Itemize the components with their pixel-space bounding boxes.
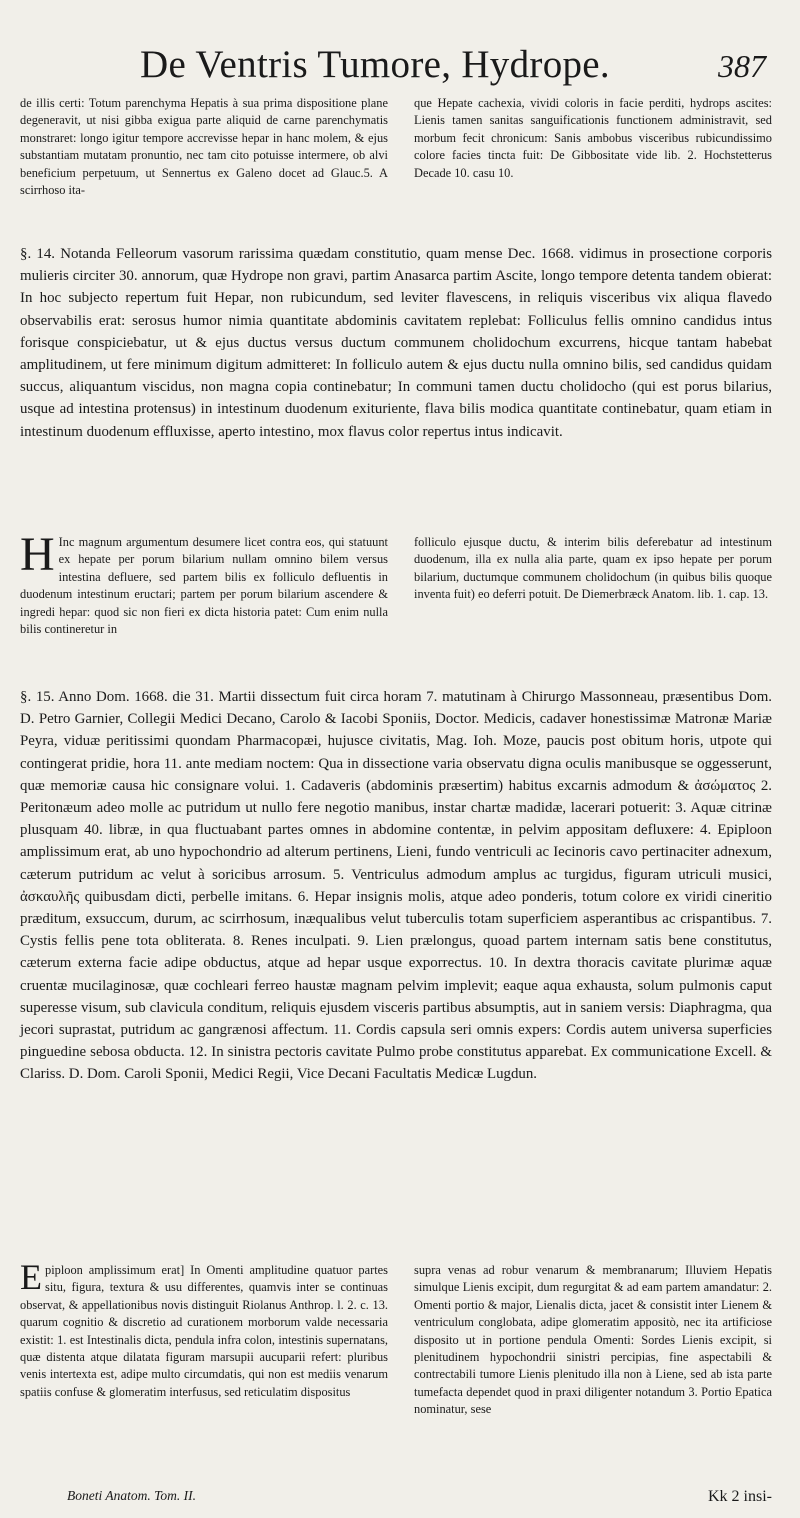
footer-signature: Boneti Anatom. Tom. II. (67, 1488, 197, 1503)
running-header (0, 42, 800, 102)
column-left-3-text: piploon amplissimum erat] In Omenti amplitudine quatuor partes situ, figura, textura & usu differentes, quamvis inter se continuas observat, & appellationibus novis distinguit Riolanus Anthrop. l. 2. c. 13. quarum cognitio & discretio ad curationem morborum valde necessaria existit: 1. est Intestinalis dicta, pendula infra colon, intestinis supernatans, quæ distenta atque dilatata figuram marsupii aucuparii refert: pluribus venis intertexta est, adipe multo circumdatis, qui non est mediis venarum spatiis confuse & glomeratim interfusus, sed reticulatim dispositus (20, 1263, 388, 1399)
drop-cap: H (20, 528, 55, 581)
drop-cap: E (20, 1257, 42, 1297)
column-right-1: que Hepate cachexia, vividi coloris in facie perditi, hydrops ascites: Lienis tamen sanitas sanguificationis functionem administravit, sed morbum fecit chronicum: Sanis ambobus visceribus rubicundissimo colore facies tincta fuit: De Gibbositate vide lib. 2. Hochstetterus Decade 10. casu 10. (414, 96, 772, 180)
column-right-2: folliculo ejusque ductu, & interim bilis deferebatur ad intestinum duodenum, illa ex nulla alia parte, quam ex ipso hepate per porum bilarium, ductumque communem cholidochum (in quibus bilis quoque inventa fuit) eo deferri potuit. De Diemerbræck Anatom. lib. 1. cap. 13. (414, 535, 772, 602)
two-column-block-1 (20, 95, 772, 223)
section-15-paragraph: §. 15. Anno Dom. 1668. die 31. Martii dissectum fuit circa horam 7. matutinam à Chirurgo Massonneau, præsentibus Dom. D. Petro Garnier, Collegii Medici Decano, Carolo & Iacobi Sponiis, Doctor. Medicis, cadaver honestissimæ Matronæ Mariæ Peyra, viduæ peritissimi quondam Pharmacopæi, hujusce civitatis, Mag. Ioh. Moze, paucis post obitum horis, utpote qui contingerat pridie, hora 11. ante mediam noctem: Qua in dissectione varia observatu digna oculis manibusque se oggesserunt, quæ memoriæ causa hic consignare volui. 1. Cadaveris (abdominis præsertim) habitus excarnis admodum & ἀσώματος 2. Peritonæum adeo molle ac putridum ut nullo fere negotio manibus, instar chartæ madidæ, lacerari potuerit: 3. Aquæ citrinæ plusquam 40. libræ, in qua fluctuabant partes omnes in abdomine contentæ, in pelvim appositam defluxere: 4. Epiploon amplissimum erat, ab uno hypochondrio ad alterum pertinens, Lieni, fundo ventriculi ac Iecinoris cavo pertinaciter adnexum, cæterum putridum ac velut à soricibus arrosum. 5. Ventriculus admodum amplus ac turgidus, figuram utriculi musici, ἀσκαυλῆς quibusdam dicti, perbelle imitans. 6. Hepar insignis molis, atque adeo ponderis, totum colore ex viridi cineritio præditum, exsuccum, durum, ac scirrhosum, inæqualibus velut tuberculis totam superficiem asperantibus ac crispantibus. 7. Cystis fellis pene tota obliterata. 8. Renes inculpati. 9. Lien prælongus, quoad partem internam satis bene constitutus, cæterum externa facie adipe obductus, atque ad hepar usque exporrectus. 10. In dextra thoracis cavitate plurimæ aquæ cruentæ mucilaginosæ, quæ cochleari ferreo haustæ magnam pelvim implevit; eaque aqua exhausta, solum pulmonis caput superesse visum, sub clavicula conditum, reliquis ejusdem visceris partibus absumptis, aut in saniem versis: Diaphragma, qua jecori suprastat, putridum ac gangrænosi affectum. 11. Cordis capsula seri omnis expers: Cordis autem universa superficies pinguedine sebosa obducta. 12. In sinistra pectoris cavitate Pulmo probe constitutus apparebat. Ex communicatione Excell. & Clariss. D. Dom. Caroli Sponii, Medici Regii, Vice Decani Facultatis Medicæ Lugdun. (20, 689, 772, 1083)
page-title: De Ventris Tumore, Hydrope. (140, 43, 610, 86)
footer-catchword: Kk 2 insi- (708, 1488, 772, 1505)
column-left-2-text: Inc magnum argumentum desumere licet contra eos, qui statuunt ex hepate per porum bilarium nullam omnino bilem versus intestina defluere, sed partem bilis ex folliculo defluentis in duodenum intestinum eructari; partem per porum bilarium ascendere & ingredi hepar: quod sic non fieri ex dicta historia patet: Cum enim nulla bilis contineretur in (20, 535, 388, 637)
two-column-block-3 (20, 1257, 772, 1484)
column-left-2 (20, 528, 388, 662)
section-14-paragraph: §. 14. Notanda Felleorum vasorum rarissima quædam constitutio, quam mense Dec. 1668. vidimus in prosectione corporis mulieris circiter 30. annorum, quæ Hydrope non gravi, partim Anasarca partim Ascite, longo tempore detenta tandem obierat: In hoc subjecto repertum fuit Hepar, non rubicundum, sed leviter flavescens, in reliquis visceribus vix aliqua flavedo observabilis erat: serosus humor nimia quantitate abdominis cavitatem replebat: Folliculus fellis omnino candidus intus forisque conspiciebatur, ut & ejus ductus versus ductum communem cholidochum excurrens, hicque tantam habebat amplitudinem, ut fere minimum digitum admitteret: In folliculo autem & ejus ductu nulla omnino bilis, sed candidus quidam succus, aliquantum viscidus, non magna copia continebatur; In communi tamen ductu cholidocho (qui est porus bilarius, usque ad intestina protensus) in intestinum duodenum exituriente, flava bilis modica quantitate continebatur, quam etiam in intestinum duodenum effluxisse, aperto intestino, mox flavus color repertus intus indicavit. (20, 246, 772, 440)
column-right-3: supra venas ad robur venarum & membranarum; Illuviem Hepatis simulque Lienis excipit, dum regurgitat & ad eam partem amandatur: 2. Omenti portio & major, Lienalis dicta, jacet & consistit inter Lienem & ventriculum conglobata, adipe glomeratim appositò, nec ita artificiose disposito ut in portione pendula Omenti: Sordes Lienis excipit, si plenitudinem hypochondrii sinistri percipias, fine aspectabili & contrectabili tumore Lienis plenitudo illa non à Liene, sed ab ista parte tumefacta dependet quod in praxi diligenter notandum 3. Portio Epatica nominatur, sese (414, 1263, 772, 1417)
column-left-1: de illis certi: Totum parenchyma Hepatis à sua prima dispositione plane degeneravit, ut nisi gibba exigua parte aliquid de carne parenchymatis monstraret: longo igitur tempore accrevisse hepar in hanc molem, & ejus substantiam mutatam pronuntio, nec tam cito potuisse intermere, ob alvi beneficium perpetuum, ut Sennertus ex Galeno docet ad Glauc.5. A scirrhoso ita- (20, 96, 388, 198)
page-number: 387 (718, 48, 766, 84)
column-left-3 (20, 1257, 388, 1484)
two-column-block-2 (20, 528, 772, 662)
